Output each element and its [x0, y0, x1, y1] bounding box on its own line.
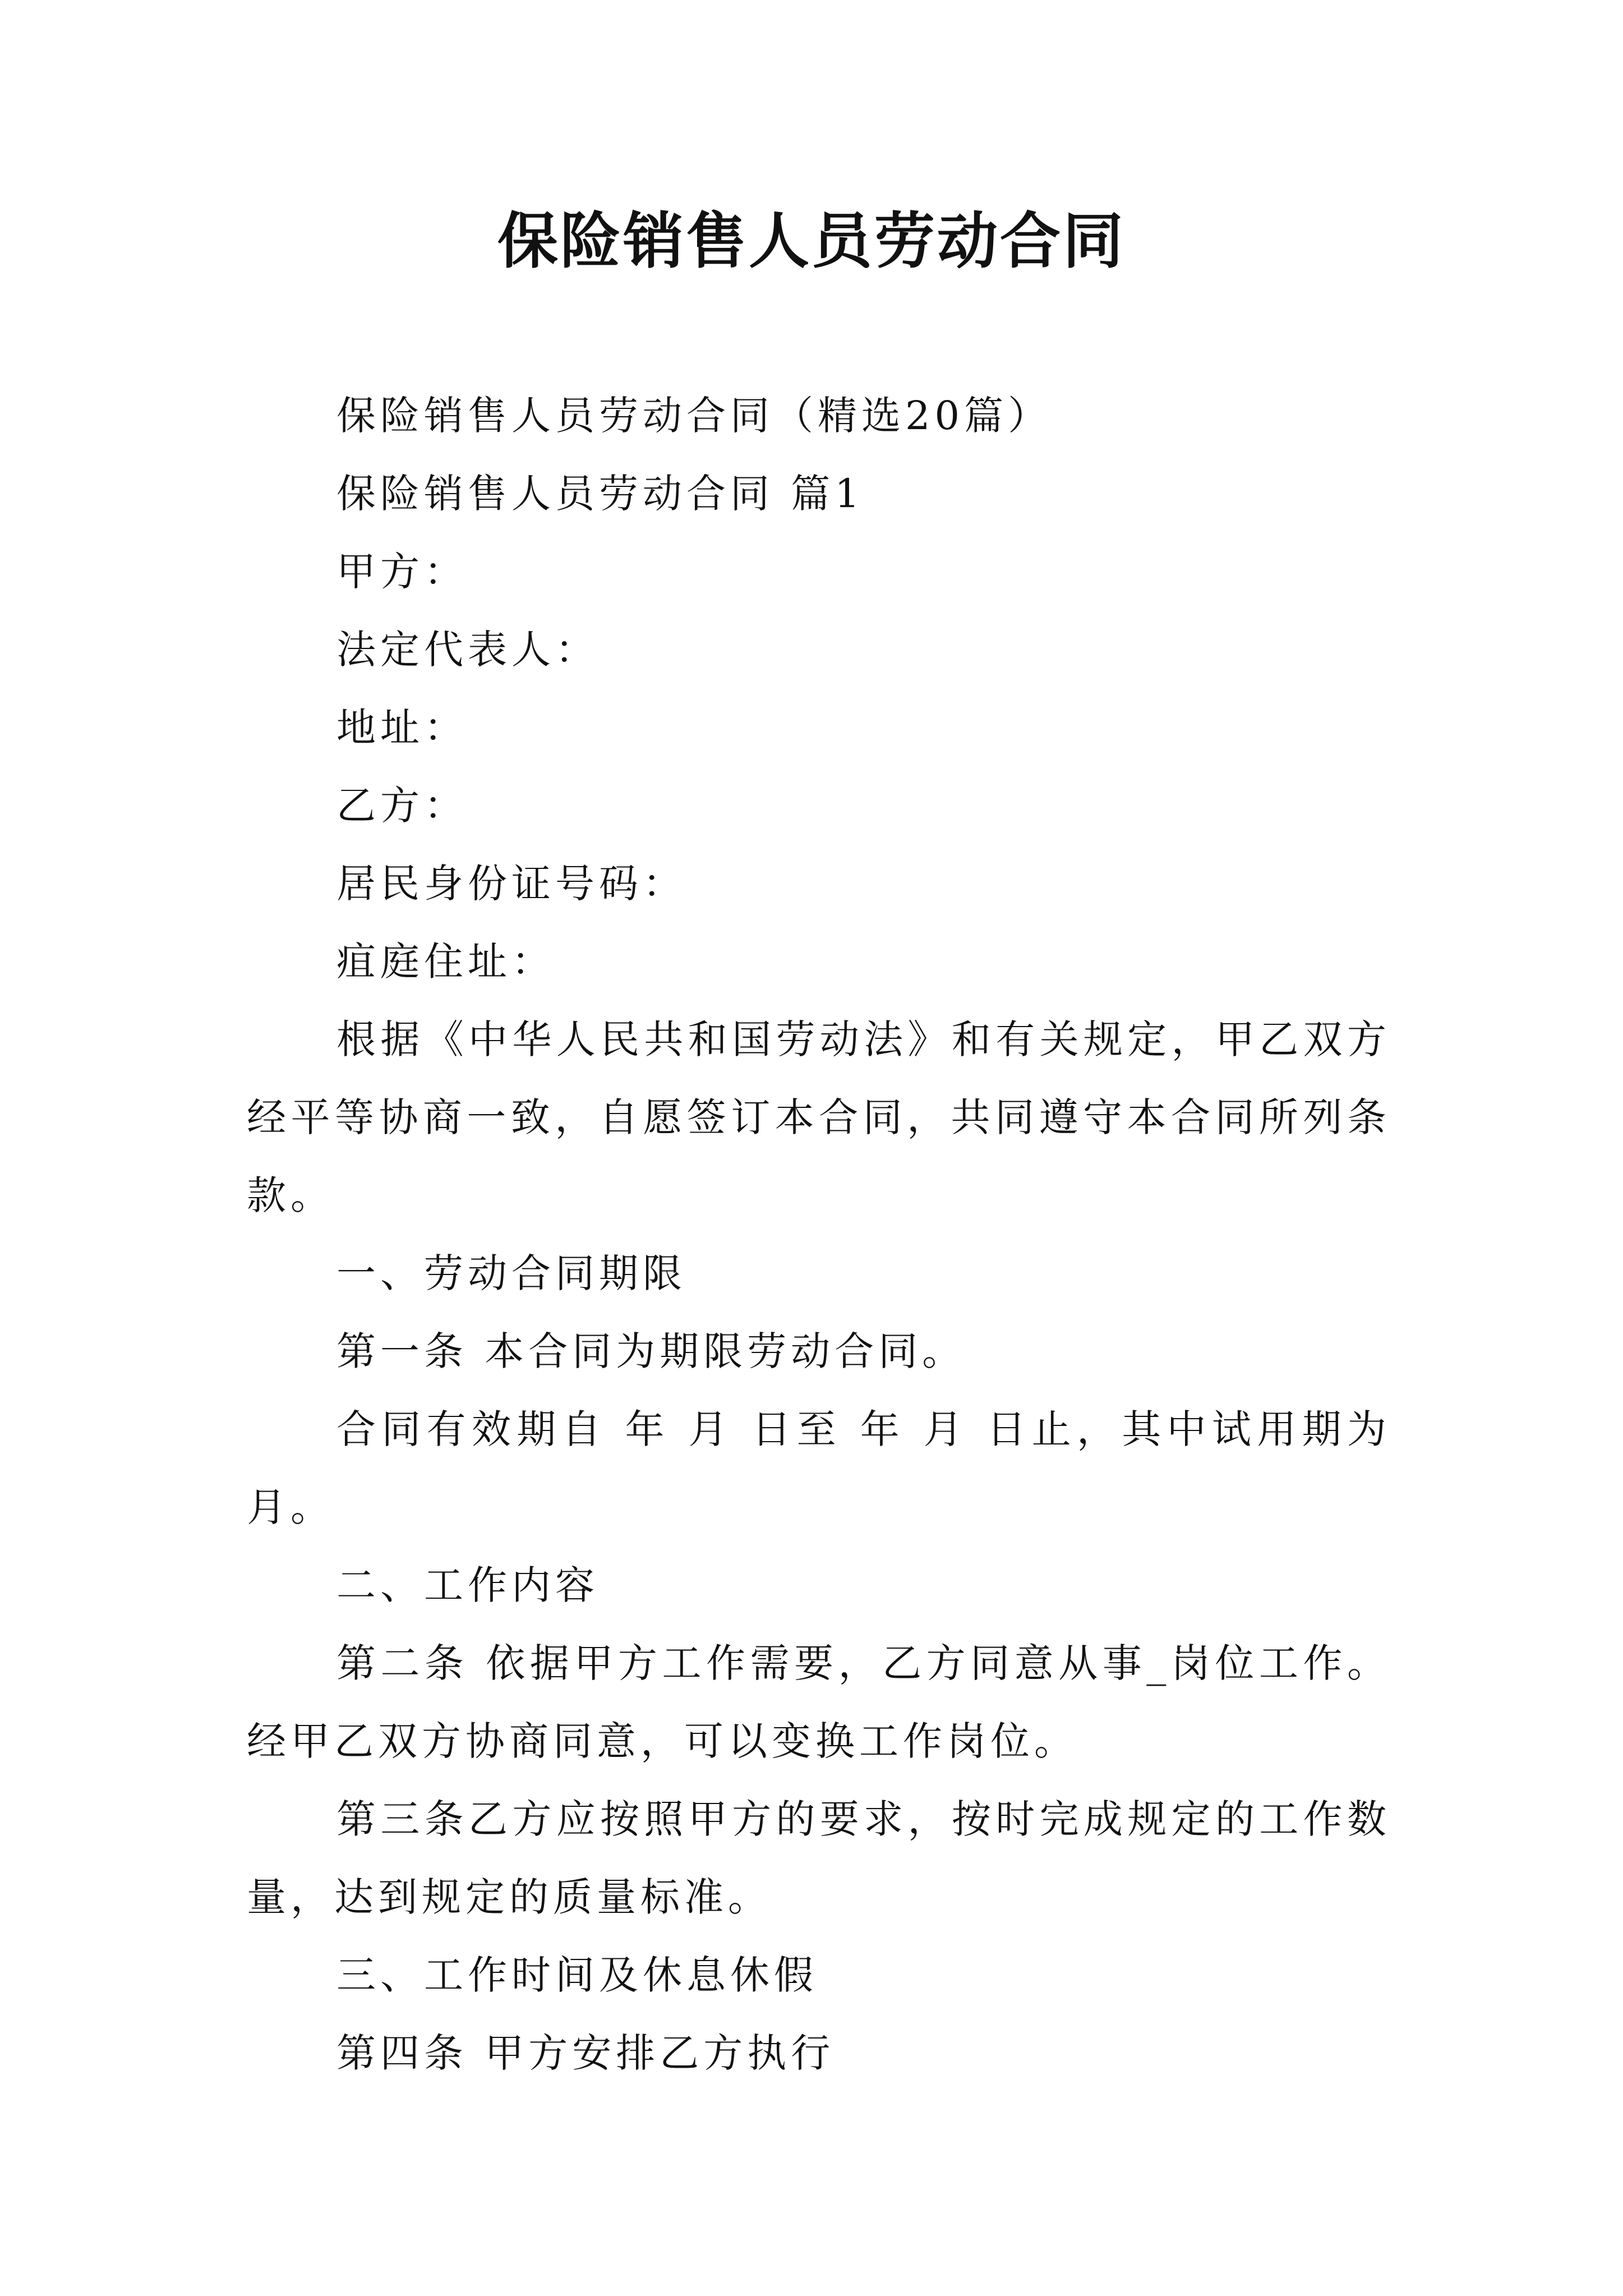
paragraph-address: 地址： [336, 705, 468, 751]
paragraph-id-number: 居民身份证号码： [336, 861, 686, 907]
paragraph-section-heading: 保险销售人员劳动合同 篇1 [336, 471, 864, 517]
paragraph-heading-work-content: 二、工作内容 [336, 1562, 599, 1608]
paragraph-article-2: 第二条 依据甲方工作需要，乙方同意从事_岗位工作。经甲乙双方协商同意，可以变换工作岗位。 [247, 1640, 1391, 1764]
paragraph-validity-period: 合同有效期自 年 月 日至 年 月 日止，其中试用期为月。 [247, 1406, 1391, 1530]
document-body [247, 377, 1391, 2092]
paragraph-heading-work-hours: 三、工作时间及休息休假 [336, 1952, 818, 1998]
paragraph-party-b: 乙方： [336, 783, 468, 829]
paragraph-home-address: 疽庭住址： [336, 938, 555, 984]
paragraph-heading-term: 一、劳动合同期限 [336, 1250, 686, 1296]
paragraph-article-3: 第三条乙方应按照甲方的要求，按时完成规定的工作数量，达到规定的质量标准。 [247, 1796, 1391, 1920]
paragraph-article-1: 第一条 本合同为期限劳动合同。 [336, 1328, 966, 1374]
paragraph-article-4: 第四条 甲方安排乙方执行 [336, 2030, 835, 2076]
document-title: 保险销售人员劳动合同 [497, 206, 1126, 277]
paragraph-preamble: 根据《中华人民共和国劳动法》和有关规定，甲乙双方经平等协商一致，自愿签订本合同，共同遵守本合同所列条款。 [247, 1016, 1391, 1218]
paragraph-legal-representative: 法定代表人： [336, 627, 599, 673]
paragraph-party-a: 甲方： [336, 549, 468, 595]
paragraph-subtitle: 保险销售人员劳动合同（精选20篇） [336, 393, 1052, 439]
